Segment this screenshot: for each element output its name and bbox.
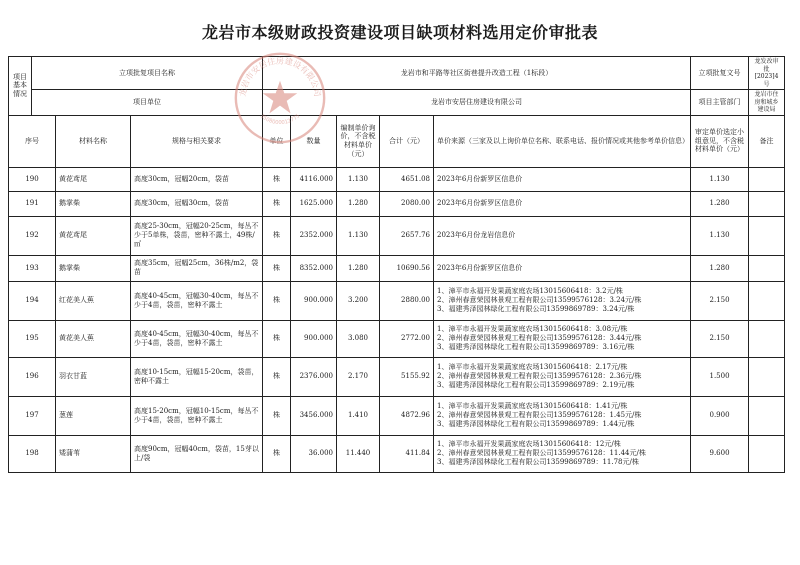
source-line: 2023年6月份新罗区信息价 [437,263,523,272]
row-material-name: 矮蒲苇 [56,435,131,472]
col-name: 材料名称 [56,115,131,167]
row-price: 1.280 [337,255,380,281]
row-remark [749,396,785,435]
row-approved-price: 9.600 [691,435,749,472]
row-seq: 193 [9,255,56,281]
row-approved-price: 1.500 [691,357,749,396]
row-price: 1.410 [337,396,380,435]
row-source [434,396,691,435]
row-material-name: 黄花鸢尾 [56,167,131,191]
table-row [9,216,785,255]
source-line: 1、漳平市永福开发果蔬家庭农场13015606418：12元/株 [437,440,621,449]
row-material-name: 鹅掌柴 [56,191,131,216]
dept-label: 项目主管部门 [691,90,749,116]
row-qty: 3456.000 [291,396,337,435]
unit-label: 项目单位 [32,90,263,116]
approval-table [8,56,785,473]
seal-code: 3508000012775 [258,113,302,127]
seal-text: 龙岩市安居住房建设有限公司 [237,55,323,98]
unit-value: 龙岩市安居住房建设有限公司 [263,90,691,116]
row-unit: 株 [263,255,291,281]
approval-doc-label: 立项批复文号 [691,57,749,90]
table-row [9,281,785,320]
row-spec: 高度10-15cm，冠幅15-20cm，袋苗，密种不露土 [131,357,263,396]
row-material-name: 红花美人蕉 [56,281,131,320]
source-line: 3、福建秀泽园林绿化工程有限公司13599869789：2.19元/株 [437,380,635,389]
row-seq: 190 [9,167,56,191]
row-price: 1.130 [337,167,380,191]
source-line: 3、福建秀泽园林绿化工程有限公司13599869789：3.16元/株 [437,342,635,351]
source-line: 1、漳平市永福开发果蔬家庭农场13015606418：3.08元/株 [437,325,628,334]
row-material-name: 羽衣甘蓝 [56,357,131,396]
table-row [9,357,785,396]
row-spec: 高度90cm，冠幅40cm，袋苗，15芽以上/袋 [131,435,263,472]
col-qty: 数量 [291,115,337,167]
row-source [434,435,691,472]
col-total: 合计（元） [380,115,434,167]
row-seq: 191 [9,191,56,216]
row-approved-price: 1.130 [691,216,749,255]
row-total: 2772.00 [380,320,434,357]
row-price: 1.280 [337,191,380,216]
row-source [434,320,691,357]
row-spec: 高度30cm，冠幅20cm，袋苗 [131,167,263,191]
row-spec: 高度40-45cm，冠幅30-40cm，每丛不少于4苗，袋苗，密种不露土 [131,320,263,357]
row-unit: 株 [263,357,291,396]
table-row [9,435,785,472]
col-remark: 备注 [749,115,785,167]
source-line: 2023年6月份龙岩信息价 [437,231,516,240]
row-qty: 900.000 [291,281,337,320]
col-source: 单价来源（三家及以上询价单位名称、联系电话、报价情况或其他参考单价信息） [434,115,691,167]
row-approved-price: 1.280 [691,191,749,216]
row-qty: 2376.000 [291,357,337,396]
row-qty: 900.000 [291,320,337,357]
row-source [434,357,691,396]
row-qty: 4116.000 [291,167,337,191]
source-line: 2023年6月份新罗区信息价 [437,174,523,183]
row-material-name: 葱莲 [56,396,131,435]
row-source [434,191,691,216]
source-line: 2023年6月份新罗区信息价 [437,199,523,208]
row-price: 3.080 [337,320,380,357]
table-row [9,167,785,191]
row-remark [749,216,785,255]
row-approved-price: 1.280 [691,255,749,281]
row-material-name: 黄花美人蕉 [56,320,131,357]
row-spec: 高度30cm，冠幅30cm，袋苗 [131,191,263,216]
row-unit: 株 [263,216,291,255]
col-seq: 序号 [9,115,56,167]
row-remark [749,255,785,281]
source-line: 1、漳平市永福开发果蔬家庭农场13015606418：3.2元/株 [437,287,623,296]
col-approved: 审定单价选定小组意见，不含税材料单价（元） [691,115,749,167]
row-remark [749,320,785,357]
dept-value: 龙岩市住房和城乡建设局 [749,90,785,116]
col-price: 编制单价询价，不含税材料单价（元） [337,115,380,167]
row-spec: 高度35cm，冠幅25cm，36株/m2，袋苗 [131,255,263,281]
source-line: 3、福建秀泽园林绿化工程有限公司13599869789：3.24元/株 [437,304,635,313]
source-line: 2、漳州春意荣园林景观工程有限公司13599576128：3.24元/株 [437,296,642,305]
row-total: 4872.96 [380,396,434,435]
approval-doc-value: 龙发改审批[2023]4号 [749,57,785,90]
source-line: 1、漳平市永福开发果蔬家庭农场13015606418：2.17元/株 [437,363,628,372]
approved-name-value: 龙岩市和平路等社区街巷提升改造工程（1标段） [263,57,691,90]
row-qty: 1625.000 [291,191,337,216]
row-remark [749,191,785,216]
row-spec: 高度40-45cm，冠幅30-40cm，每丛不少于4苗，袋苗，密种不露土 [131,281,263,320]
row-remark [749,167,785,191]
source-line: 3、福建秀泽园林绿化工程有限公司13599869789：1.44元/株 [437,419,635,428]
page-title: 龙岩市本级财政投资建设项目缺项材料选用定价审批表 [201,23,598,42]
table-row [9,191,785,216]
row-spec: 高度25-30cm，冠幅20-25cm，每丛不少于5单株，袋苗，密种不露土，49株/㎡ [131,216,263,255]
table-row [9,396,785,435]
row-remark [749,357,785,396]
row-qty: 36.000 [291,435,337,472]
row-total: 4651.08 [380,167,434,191]
source-line: 2、漳州春意荣园林景观工程有限公司13599576128：2.36元/株 [437,372,642,381]
approved-name-label: 立项批复项目名称 [32,57,263,90]
row-unit: 株 [263,396,291,435]
row-remark [749,435,785,472]
row-source [434,255,691,281]
col-unit: 单位 [263,115,291,167]
row-unit: 株 [263,167,291,191]
row-total: 2080.00 [380,191,434,216]
row-seq: 197 [9,396,56,435]
row-seq: 198 [9,435,56,472]
row-seq: 195 [9,320,56,357]
row-price: 1.130 [337,216,380,255]
row-seq: 192 [9,216,56,255]
source-line: 1、漳平市永福开发果蔬家庭农场13015606418：1.41元/株 [437,402,628,411]
row-total: 2880.00 [380,281,434,320]
row-seq: 196 [9,357,56,396]
row-approved-price: 0.900 [691,396,749,435]
table-row [9,255,785,281]
row-source [434,167,691,191]
row-total: 2657.76 [380,216,434,255]
row-remark [749,281,785,320]
row-spec: 高度15-20cm，冠幅10-15cm，每丛不少于4苗，袋苗，密种不露土 [131,396,263,435]
row-source [434,216,691,255]
row-price: 3.200 [337,281,380,320]
row-approved-price: 1.130 [691,167,749,191]
row-price: 11.440 [337,435,380,472]
row-total: 5155.92 [380,357,434,396]
row-approved-price: 2.150 [691,281,749,320]
source-line: 2、漳州春意荣园林景观工程有限公司13599576128：3.44元/株 [437,334,642,343]
row-seq: 194 [9,281,56,320]
row-material-name: 鹅掌柴 [56,255,131,281]
row-qty: 8352.000 [291,255,337,281]
row-qty: 2352.000 [291,216,337,255]
col-spec: 规格与相关要求 [131,115,263,167]
section-label: 项目 基本 情况 [9,57,32,116]
row-unit: 株 [263,435,291,472]
row-unit: 株 [263,320,291,357]
row-price: 2.170 [337,357,380,396]
row-material-name: 黄花鸢尾 [56,216,131,255]
row-unit: 株 [263,191,291,216]
row-unit: 株 [263,281,291,320]
row-total: 10690.56 [380,255,434,281]
row-approved-price: 2.150 [691,320,749,357]
source-line: 2、漳州春意荣园林景观工程有限公司13599576128：11.44元/株 [437,449,646,458]
row-total: 411.84 [380,435,434,472]
row-source [434,281,691,320]
source-line: 2、漳州春意荣园林景观工程有限公司13599576128：1.45元/株 [437,411,642,420]
source-line: 3、福建秀泽园林绿化工程有限公司13599869789：11.78元/株 [437,457,639,466]
table-row [9,320,785,357]
